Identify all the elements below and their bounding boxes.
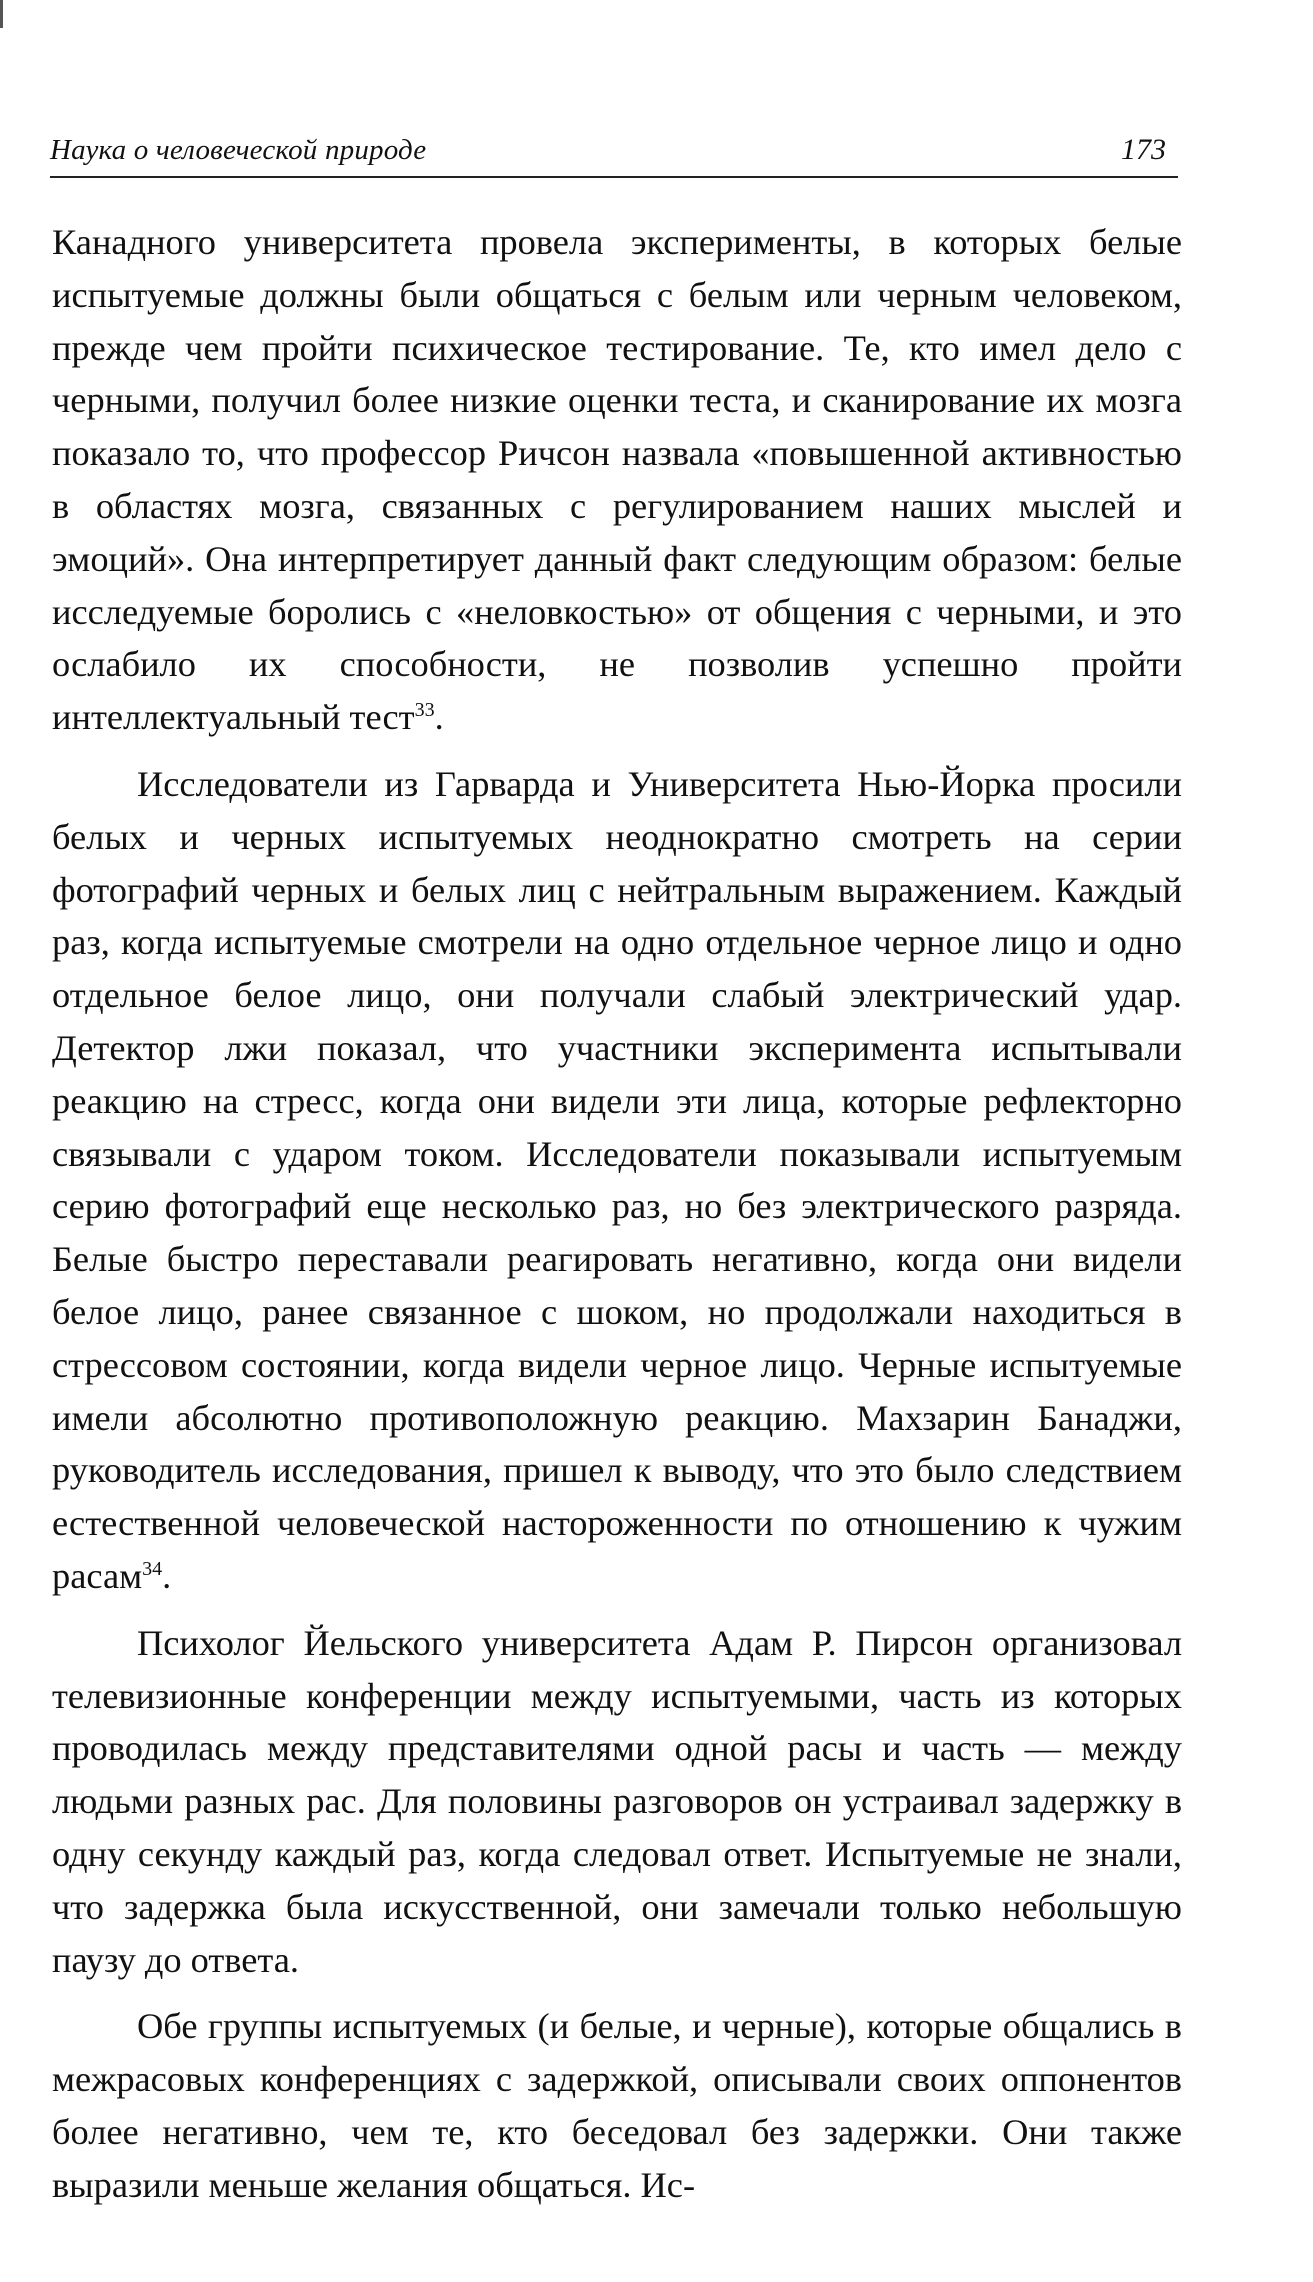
paragraph-4 xyxy=(52,2000,1182,2211)
running-title: Наука о человеческой природе xyxy=(50,134,427,166)
paragraph-3-text: Психолог Йельского университета Адам Р. Пирсон организовал телевизионные конференции между испытуемыми, часть из которых проводилась между представителями одной расы и часть — между людьми разных рас. Для половины разговоров он устраивал задержку в одну секунду каждый раз, когда следовал ответ. Испытуемые не знали, что задержка была искусственной, они замечали только небольшую паузу до ответа. xyxy=(52,1622,1182,1980)
scan-edge-mark xyxy=(0,0,3,28)
paragraph-2 xyxy=(52,758,1182,1603)
footnote-ref-34[interactable]: 34 xyxy=(142,1557,163,1580)
paragraph-2-text: Исследователи из Гарварда и Университета Нью-Йорка просили белых и черных испытуемых неоднократно смотреть на серии фотографий черных и белых лиц с нейтральным выражением. Каждый раз, когда испытуемые смотрели на одно отдельное черное лицо и одно отдельное белое лицо, они получали слабый электрический удар. Детектор лжи показал, что участники эксперимента испытывали реакцию на стресс, когда они видели эти лица, которые рефлекторно связывали с ударом током. Исследователи показывали испытуемым серию фотографий еще несколько раз, но без электрического разряда. Белые быстро переставали реагировать негативно, когда они видели белое лицо, ранее связанное с шоком, но продолжали находиться в стрессовом состоянии, когда видели черное лицо. Черные испытуемые имели абсолютно противоположную реакцию. Махзарин Банаджи, руководитель исследования, пришел к выводу, что это было следствием естественной человеческой настороженности по отношению к чужим расам xyxy=(52,763,1182,1596)
paragraph-1-tail: . xyxy=(434,697,444,738)
paragraph-3 xyxy=(52,1617,1182,1987)
page-number: 173 xyxy=(1121,133,1166,166)
footnote-ref-33[interactable]: 33 xyxy=(414,699,435,722)
paragraph-1-text: Канадного университета провела эксперименты, в которых белые испытуемые должны были общаться с белым или черным человеком, прежде чем пройти психическое тестирование. Те, кто имел дело с черными, получил более низкие оценки теста, и сканирование их мозга показало то, что профессор Ричсон назвала «повышенной активностью в областях мозга, связанных с регулированием наших мыслей и эмоций». Она интерпретирует данный факт следующим образом: белые исследуемые боролись с «неловкостью» от общения с черными, и это ослабило их способности, не позволив успешно пройти интеллектуальный тест xyxy=(52,222,1182,738)
paragraph-4-text: Обе группы испытуемых (и белые, и черные), которые общались в межрасовых конференциях с задержкой, описывали своих оппонентов более негативно, чем те, кто беседовал без задержки. Они также выразили меньше желания общаться. Ис- xyxy=(52,2006,1182,2205)
running-header xyxy=(50,128,1178,178)
body-text xyxy=(52,216,1182,2225)
paragraph-1 xyxy=(52,216,1182,744)
paragraph-2-tail: . xyxy=(162,1555,172,1596)
